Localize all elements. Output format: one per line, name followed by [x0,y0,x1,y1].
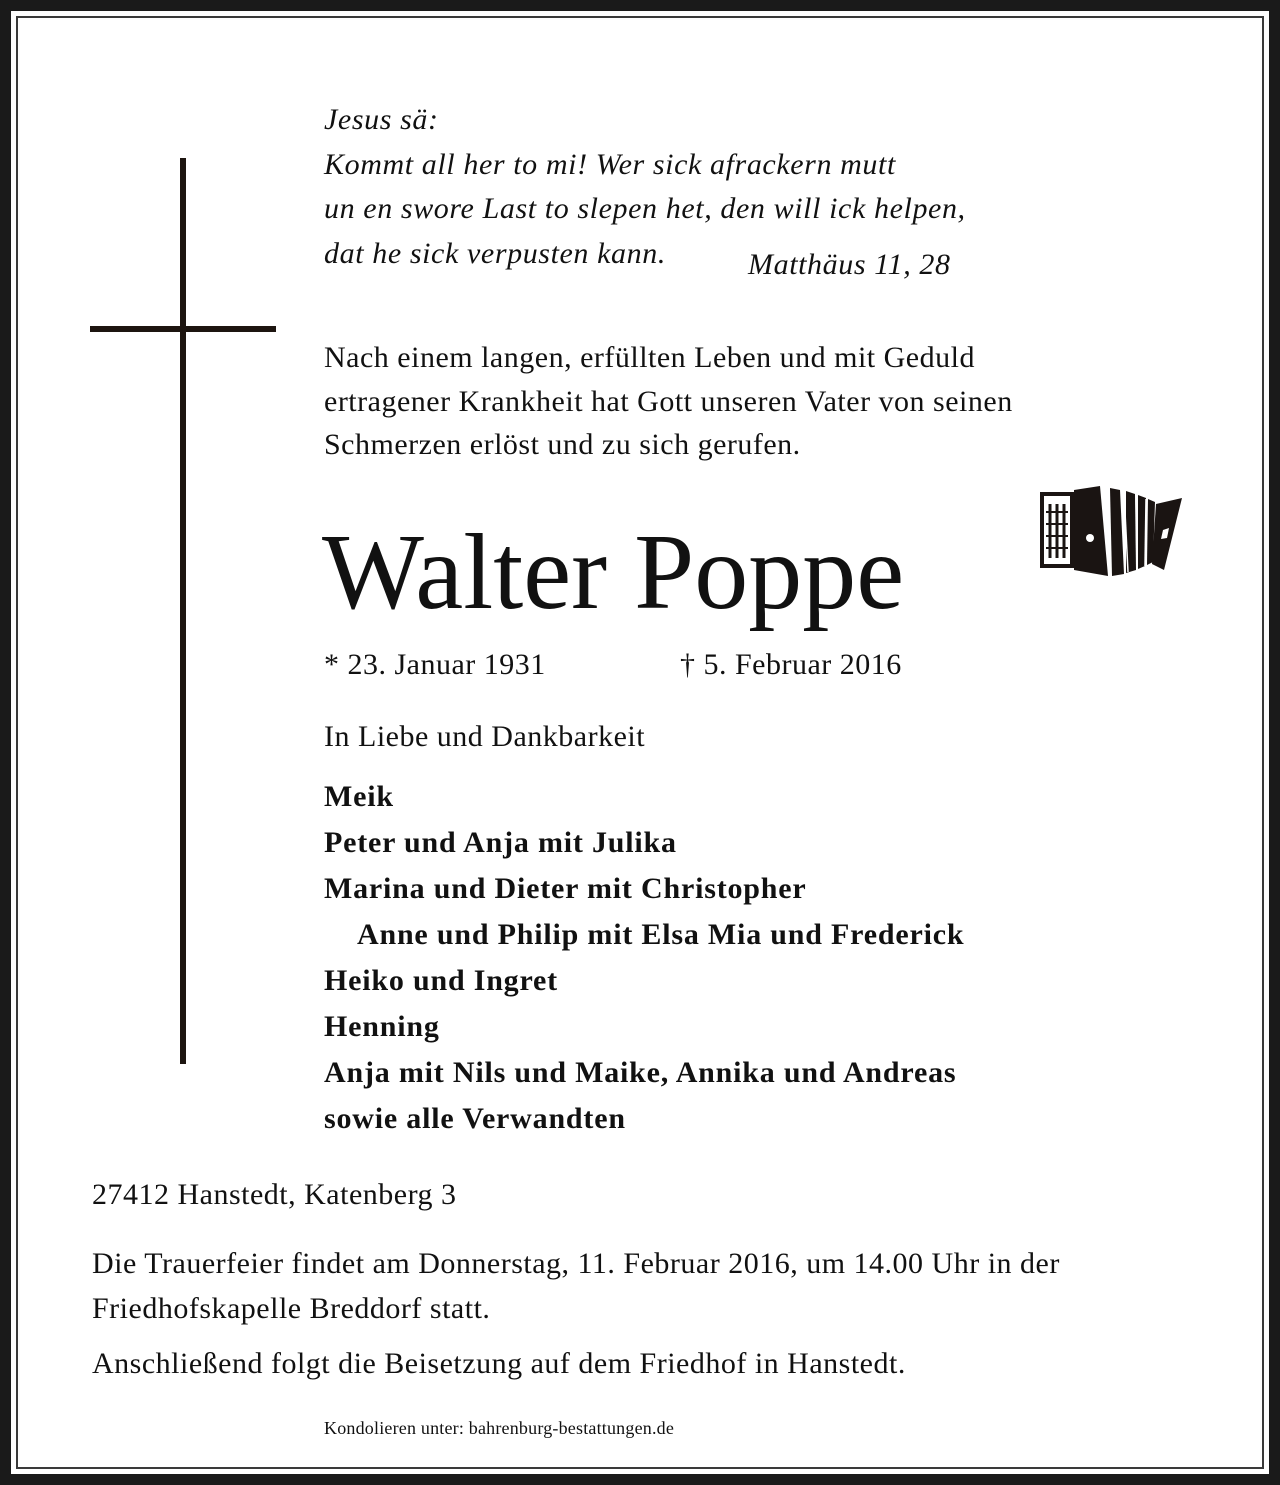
death-date: † 5. Februar 2016 [680,648,902,681]
cross-vertical-bar [180,158,186,1064]
mourners-list [324,774,964,1142]
intro-text [324,336,1013,467]
mourner: Anja mit Nils und Maike, Annika und Andreas [324,1056,957,1089]
intro-line: Nach einem langen, erfüllten Leben und mit Geduld [324,341,975,374]
deceased-name: Walter Poppe [322,513,905,632]
burial-details: Anschließend folgt die Beisetzung auf dem Friedhof in Hanstedt. [92,1347,906,1380]
mourner: Heiko und Ingret [324,964,558,997]
verse-line: Kommt all her to mi! Wer sick afrackern mutt [324,147,896,181]
mourner: Meik [324,780,394,813]
birth-date: * 23. Januar 1931 [324,648,546,681]
accordion-icon [1038,484,1184,580]
service-details [92,1241,1060,1331]
condolence-link: Kondolieren unter: bahrenburg-bestattungen.de [324,1418,675,1438]
verse-line: dat he sick verpusten kann. [324,236,666,270]
mourner: Henning [324,1010,440,1043]
verse-line: un en swore Last to slepen het, den will ick helpen, [324,192,966,225]
verse-reference: Matthäus 11, 28 [748,248,951,281]
mourner: Peter und Anja mit Julika [324,826,677,859]
intro-line: Schmerzen erlöst und zu sich gerufen. [324,428,801,461]
mourner: sowie alle Verwandten [324,1102,626,1135]
address: 27412 Hanstedt, Katenberg 3 [92,1178,457,1211]
cross-horizontal-bar [90,326,276,332]
intro-line: ertragener Krankheit hat Gott unseren Vater von seinen [324,384,1013,418]
mourner: Marina und Dieter mit Christopher [324,872,807,905]
verse-line: Jesus sä: [324,103,439,136]
mourner: Anne und Philip mit Elsa Mia und Frederick [357,918,965,951]
service-line: Friedhofskapelle Breddorf statt. [92,1292,491,1325]
dedication: In Liebe und Dankbarkeit [324,720,646,753]
service-line: Die Trauerfeier findet am Donnerstag, 11. Februar 2016, um 14.00 Uhr in der [92,1247,1060,1280]
